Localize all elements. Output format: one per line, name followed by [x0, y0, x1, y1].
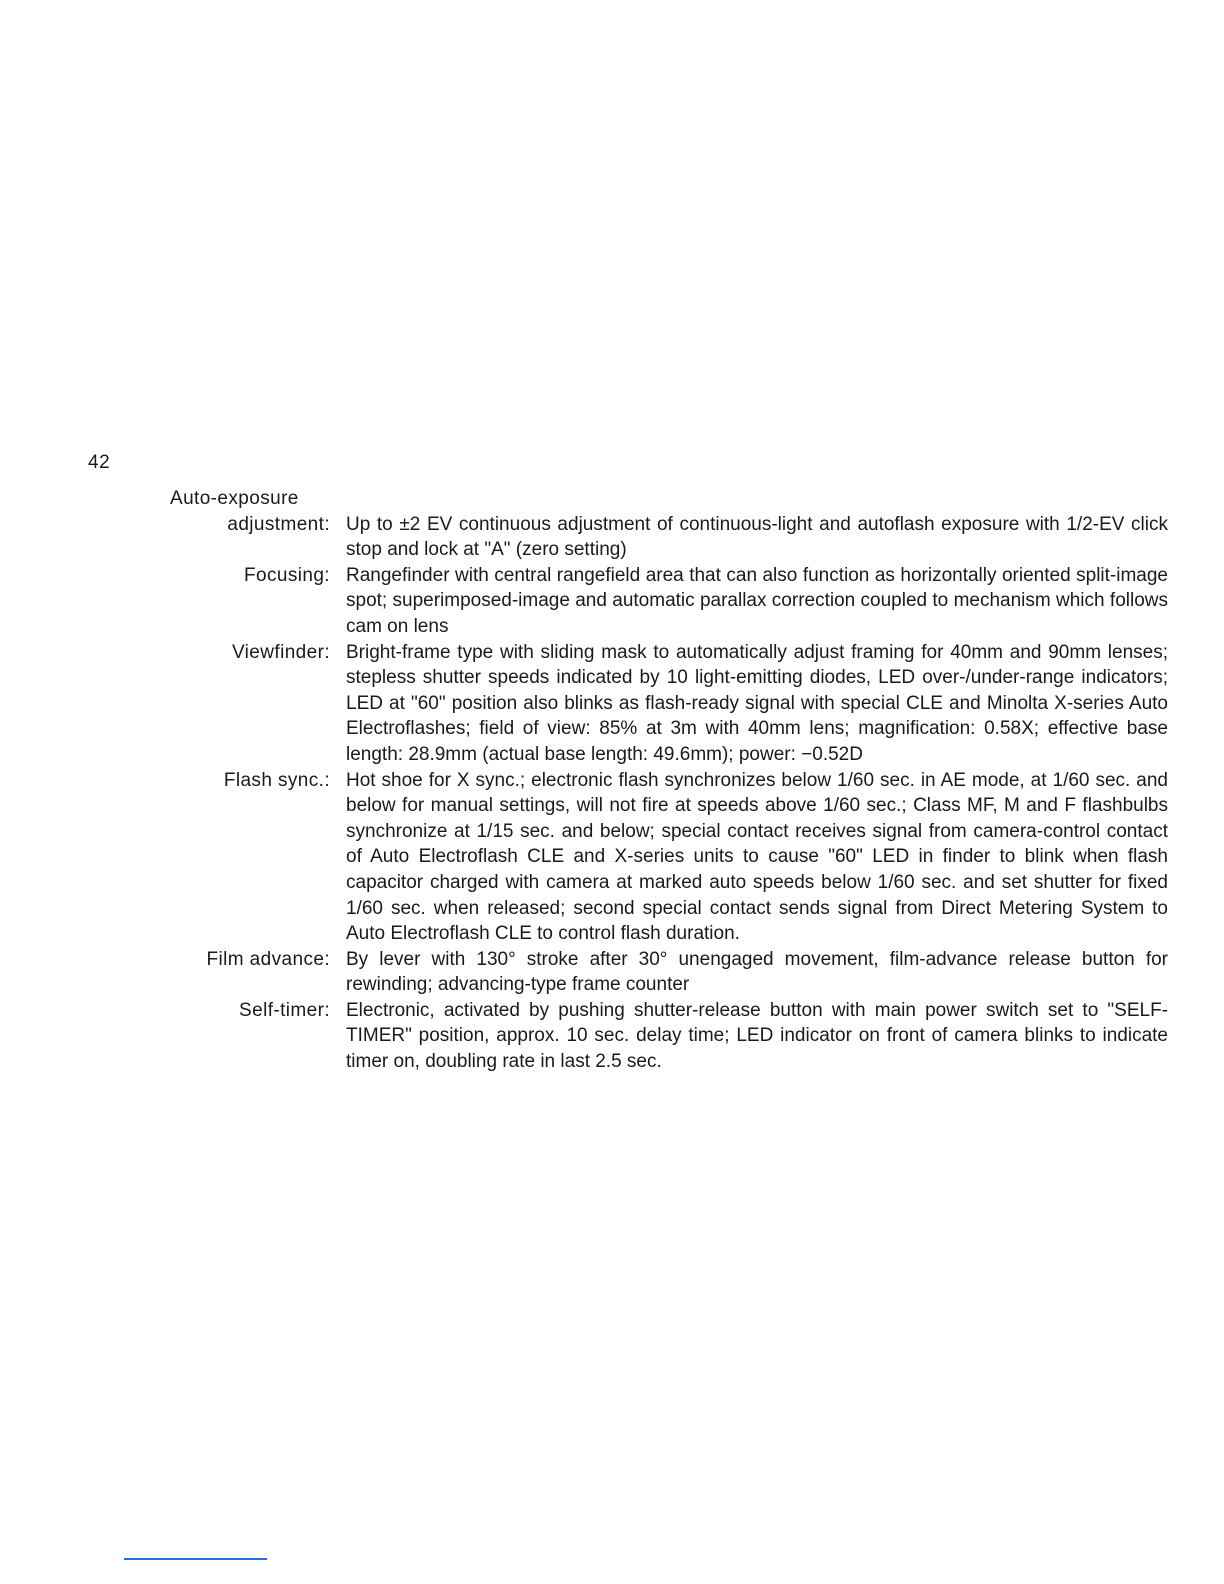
spec-value: By lever with 130° stroke after 30° unengaged movement, film-advance release button for rewinding; advancing-type frame counter	[346, 948, 1168, 996]
spec-row-film-advance	[160, 947, 1170, 998]
spec-label	[160, 486, 330, 563]
spec-label: Focusing:	[244, 564, 330, 586]
spec-row-self-timer	[160, 998, 1170, 1075]
spec-label: Film advance:	[206, 948, 330, 970]
page-number: 42	[88, 452, 111, 473]
spec-label: Self-timer:	[239, 999, 330, 1021]
spec-row-flash-sync	[160, 768, 1170, 947]
spec-value: Electronic, activated by pushing shutter-release button with main power switch set to "SELF-TIMER" position, approx. 10 sec. delay time; LED indicator on front of camera blinks to indicate timer on, doubling rate in last 2.5 sec.	[346, 999, 1168, 1073]
spec-value: Up to ±2 EV continuous adjustment of continuous-light and autoflash exposure with 1/2-EV click stop and lock at "A" (zero setting)	[346, 513, 1168, 561]
spec-value: Hot shoe for X sync.; electronic flash synchronizes below 1/60 sec. in AE mode, at 1/60 sec. and below for manual settings, will not fire at speeds above 1/60 sec.; Class MF, M and F flashbulbs synchronize at 1/15 sec. and below; special contact receives signal from camera-control contact of Auto Electroflash CLE and X-series units to cause "60" LED in finder to blink when flash capacitor charged with camera at marked auto speeds below 1/60 sec. and set shutter for fixed 1/60 sec. when released; second special contact sends signal from Direct Metering System to Auto Electroflash CLE to control flash duration.	[346, 769, 1168, 945]
spec-row-focusing	[160, 563, 1170, 640]
spec-row-viewfinder	[160, 640, 1170, 768]
footer-rule	[124, 1558, 267, 1560]
spec-label: Viewfinder:	[231, 641, 330, 663]
spec-list	[160, 486, 1170, 1075]
spec-value: Rangefinder with central rangefield area that can also function as horizontally oriented split-image spot; superimposed-image and automatic parallax correction coupled to mechanism which follows cam on lens	[346, 564, 1168, 637]
spec-row-auto-exposure	[160, 486, 1170, 563]
spec-label-line: adjustment:	[227, 513, 330, 535]
spec-value: Bright-frame type with sliding mask to automatically adjust framing for 40mm and 90mm lenses; stepless shutter speeds indicated by 10 light-emitting diodes, LED over-/under-range indicators; LED at "60" position also blinks as flash-ready signal with special CLE and Minolta X-series Auto Electroflashes; field of view: 85% at 3m with 40mm lens; magnification: 0.58X; effective base length: 28.9mm (actual base length: 49.6mm); power: −0.52D	[346, 641, 1168, 765]
spec-label: Flash sync.:	[223, 769, 330, 791]
spec-label-line: Auto-exposure	[170, 488, 299, 509]
